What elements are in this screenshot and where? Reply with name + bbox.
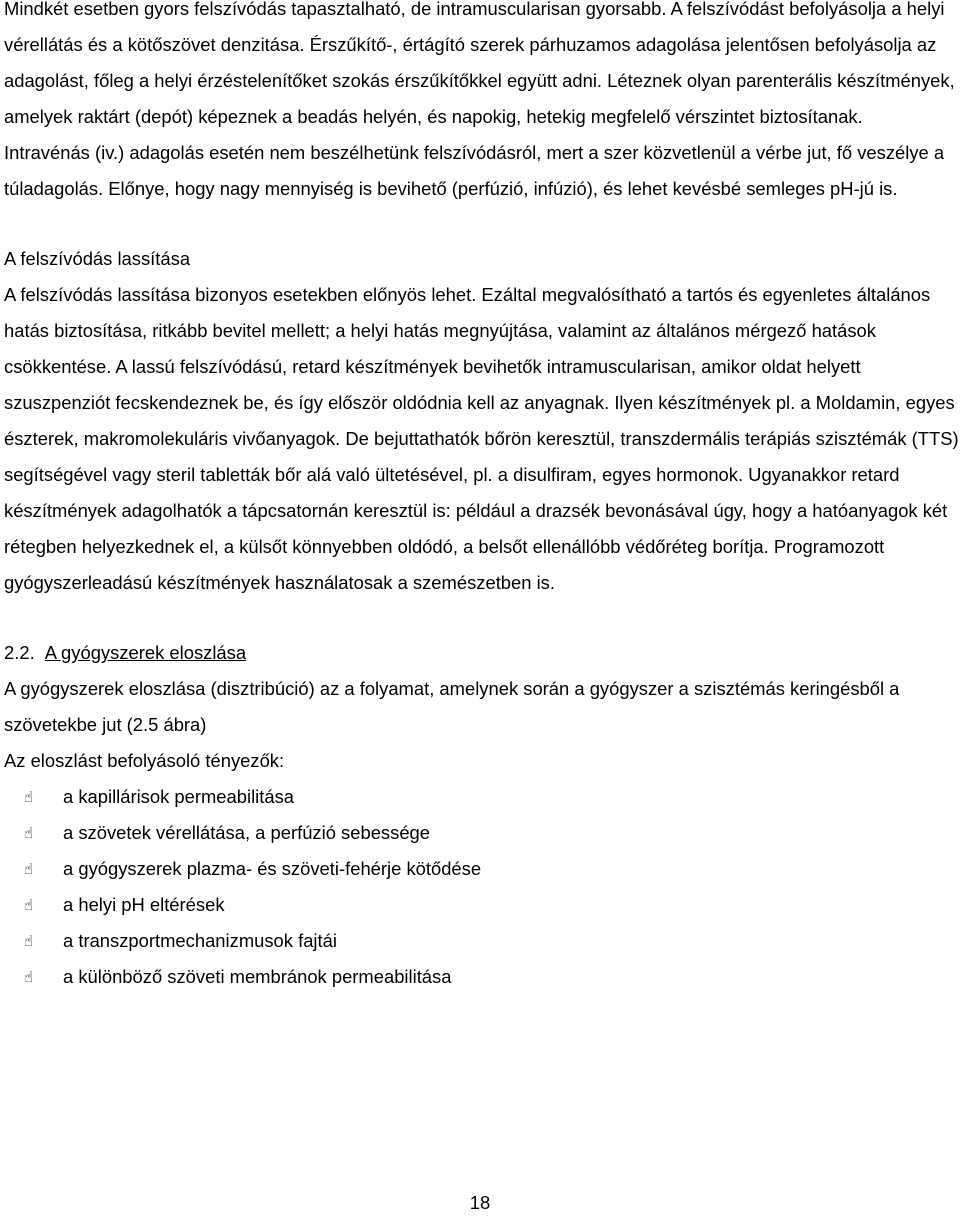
pointing-hand-icon: ☝	[24, 860, 34, 878]
list-item	[0, 815, 960, 851]
paragraph-distribution-intro: A gyógyszerek eloszlása (disztribúció) az a folyamat, amelynek során a gyógyszer a szisztémás keringésből a szövetekbe jut (2.5 ábra)	[4, 678, 900, 735]
list-item	[0, 923, 960, 959]
list-item-text: a különböző szöveti membránok permeabilitása	[63, 966, 452, 987]
list-item	[0, 779, 960, 815]
spacer	[0, 601, 960, 635]
list-item-text: a helyi pH eltérések	[63, 894, 225, 915]
subheading-slow-absorption: A felszívódás lassítása	[4, 248, 191, 269]
section-number: 2.2.	[4, 642, 35, 663]
pointing-hand-icon: ☝	[24, 968, 34, 986]
section-title: A gyógyszerek eloszlása	[44, 642, 247, 663]
paragraph-absorption-intramuscular: Mindkét esetben gyors felszívódás tapasztalható, de intramuscularisan gyorsabb. A felszívódást befolyásolja a helyi vérellátás és a kötőszövet denzitása. Érszűkítő-, értágító szerek párhuzamos adagolása jelentősen befolyásolja az adagolást, főleg a helyi érzéstelenítőket szokás érszűkítőkkel együtt adni. Léteznek olyan parenterális készítmények, amelyek raktárt (depót) képeznek a beadás helyén, és napokig, hetekig megfelelő vérszintet biztosítanak.	[4, 0, 955, 127]
paragraph-slow-absorption: A felszívódás lassítása bizonyos esetekben előnyös lehet. Ezáltal megvalósítható a tartós és egyenletes általános hatás biztosítása, ritkább bevitel mellett; a helyi hatás megnyújtása, valamint az általános mérgező hatások csökkentése. A lassú felszívódású, retard készítmények bevihetők intramuscularisan, amikor oldat helyett szuszpenziót fecskendeznek be, és így először oldódnia kell az anyagnak. Ilyen készítmények pl. a Moldamin, egyes észterek, makromolekuláris vivőanyagok. De bejuttathatók bőrön keresztül, transzdermális terápiás szisztémák (TTS) segítségével vagy steril tabletták bőr alá való ültetésével, pl. a disulfiram, egyes hormonok. Ugyanakkor retard készítmények adagolhatók a tápcsatornán keresztül is: például a drazsék bevonásával úgy, hogy a hatóanyagok két rétegben helyezkednek el, a külsőt könnyebben oldódó, a belsőt ellenállóbb védőréteg borítja. Programozott gyógyszerleadású készítmények használatosak a szemészetben is.	[4, 284, 959, 593]
list-item-text: a gyógyszerek plazma- és szöveti-fehérje kötődése	[63, 858, 482, 879]
list-item-text: a transzportmechanizmusok fajtái	[63, 930, 337, 951]
pointing-hand-icon: ☝	[24, 932, 34, 950]
list-item	[0, 959, 960, 995]
factors-label: Az eloszlást befolyásoló tényezők:	[4, 750, 285, 771]
list-item	[0, 887, 960, 923]
pointing-hand-icon: ☝	[24, 824, 34, 842]
list-item-text: a kapillárisok permeabilitása	[63, 786, 295, 807]
spacer	[0, 207, 960, 241]
factors-list	[0, 779, 960, 995]
paragraph-intravenous: Intravénás (iv.) adagolás esetén nem beszélhetünk felszívódásról, mert a szer közvetlenül a vérbe jut, fő veszélye a túladagolás. Előnye, hogy nagy mennyiség is bevihető (perfúzió, infúzió), és lehet kevésbé semleges pH-jú is.	[4, 142, 945, 199]
section-heading-distribution	[0, 635, 960, 671]
pointing-hand-icon: ☝	[24, 788, 34, 806]
page-number: 18	[469, 1192, 491, 1213]
pointing-hand-icon: ☝	[24, 896, 34, 914]
list-item-text: a szövetek vérellátása, a perfúzió sebessége	[63, 822, 431, 843]
list-item	[0, 851, 960, 887]
